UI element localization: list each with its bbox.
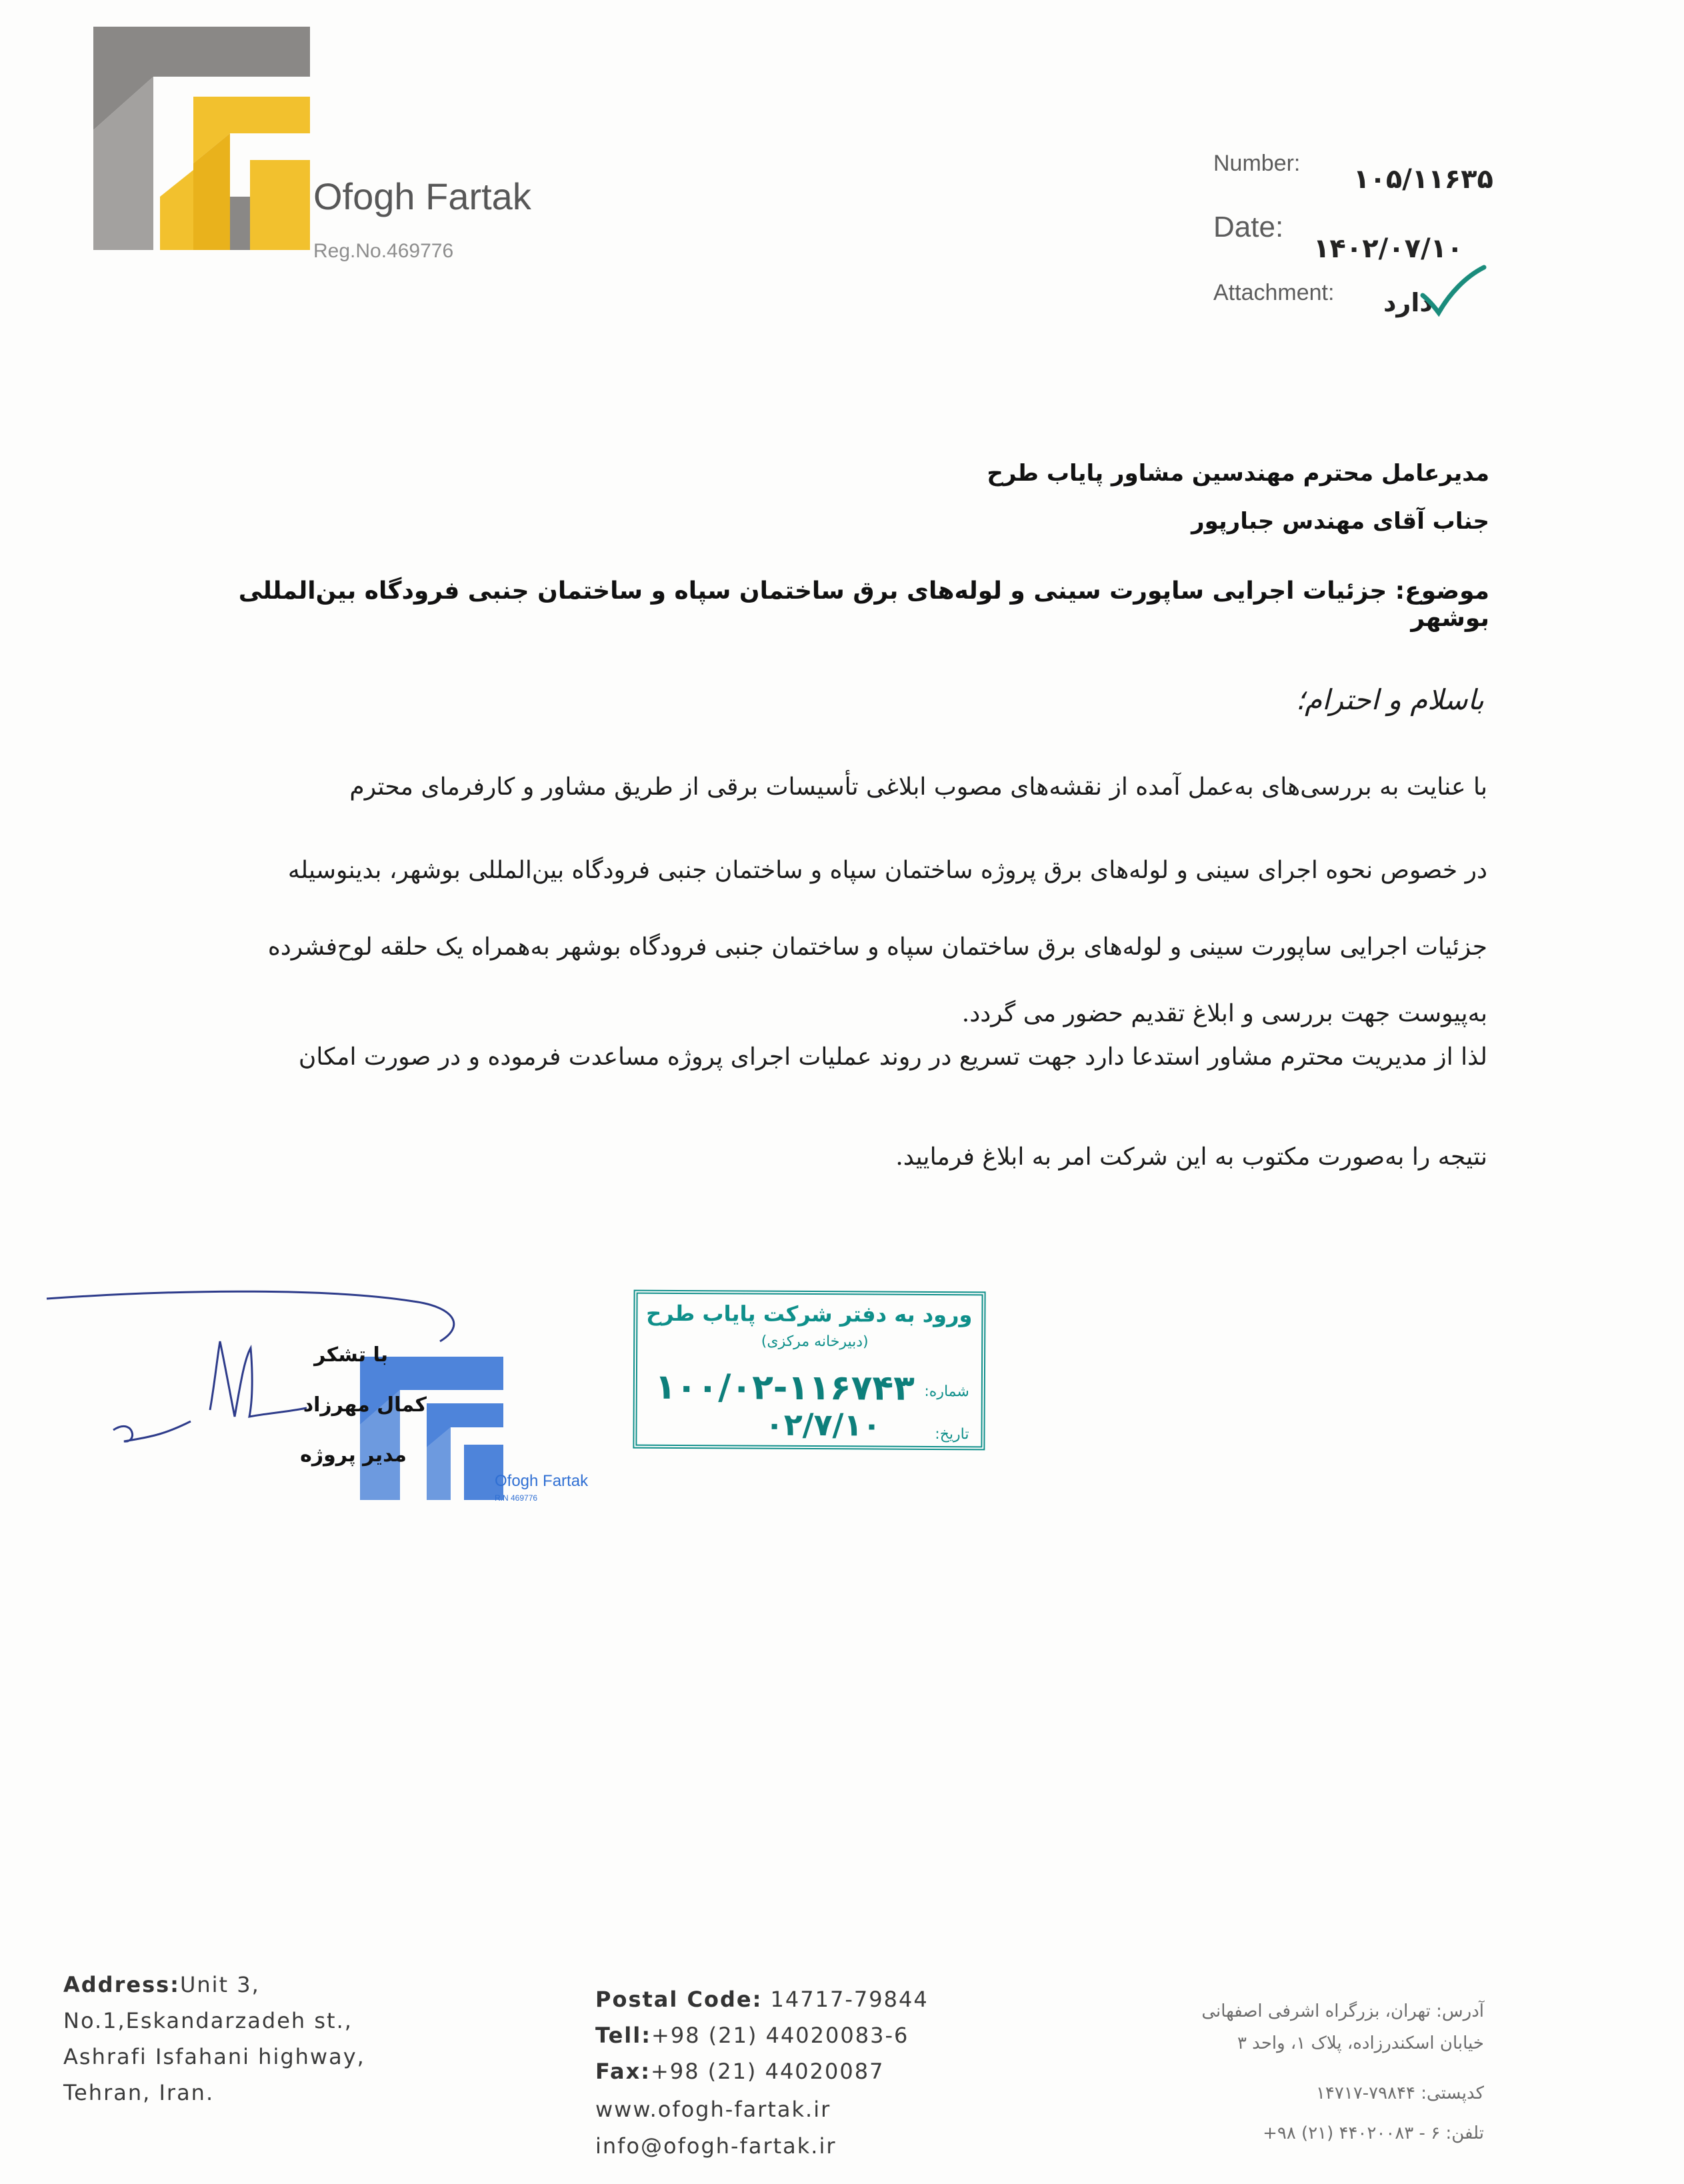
footer-fa-telephone: تلفن: ۶ - ۴۴۰۲۰۰۸۳ (۲۱) ۹۸+	[1263, 2123, 1484, 2143]
company-logo	[93, 27, 310, 250]
footer-address-unit: Unit 3,	[179, 1972, 260, 1997]
recipient-line: مدیرعامل محترم مهندسین مشاور پایاب طرح	[987, 460, 1489, 487]
footer-postal-code	[595, 1987, 929, 2012]
footer-website-link[interactable]: www.ofogh-fartak.ir	[595, 2097, 831, 2122]
letter-date: ۱۴۰۲/۰۷/۱۰	[1313, 233, 1463, 264]
company-stamp-logo	[360, 1357, 503, 1500]
receipt-stamp-title: ورود به دفتر شرکت پایاب طرح	[646, 1300, 973, 1328]
receipt-date: ۰۲/۷/۱۰	[765, 1406, 881, 1443]
attachment-label: Attachment:	[1213, 280, 1335, 305]
footer-telephone	[595, 2023, 909, 2048]
body-line-2: در خصوص نحوه اجرای سینی و لوله‌های برق پروژه ساختمان سپاه و ساختمان جنبی فرودگاه بین‌المللی بوشهر، بدینوسیله	[287, 857, 1487, 884]
receipt-stamp	[633, 1290, 985, 1451]
receipt-date-label: تاریخ:	[935, 1425, 969, 1443]
check-mark-icon	[1420, 263, 1487, 317]
footer-tel-value: +98 (21) 44020083-6	[651, 2023, 909, 2048]
footer-address-line-4: Tehran, Iran.	[63, 2080, 215, 2105]
stamp-registration: R.N 469776	[495, 1493, 538, 1503]
body-line-5: لذا از مدیریت محترم مشاور استدعا دارد جهت تسریع در روند عملیات اجرای پروژه مساعدت فرموده و در صورت امکان	[298, 1043, 1487, 1071]
footer-fax	[595, 2059, 884, 2084]
footer-fa-postal-code: کدپستی: ۷۹۸۴۴-۱۴۷۱۷	[1315, 2083, 1484, 2103]
footer-address-line-2: No.1,Eskandarzadeh st.,	[63, 2008, 353, 2033]
body-line-1: با عنایت به بررسی‌های به‌عمل آمده از نقشه‌های مصوب ابلاغی تأسیسات برقی از طریق مشاور و کارفرمای محترم	[349, 773, 1487, 801]
salutation: باسلام و احترام؛	[1295, 683, 1484, 716]
signatory-name: کمال مهرزاد	[303, 1393, 427, 1417]
footer-address-label: Address:	[63, 1972, 180, 1997]
body-line-6: نتیجه را به‌صورت مکتوب به این شرکت امر به ابلاغ فرمایید.	[895, 1143, 1487, 1171]
signatory-title: مدیر پروژه	[300, 1443, 407, 1467]
signature-thanks: با تشکر	[314, 1343, 388, 1367]
footer-email-link[interactable]: info@ofogh-fartak.ir	[595, 2133, 837, 2159]
registration-number: Reg.No.469776	[313, 240, 454, 262]
stamp-company-name: Ofogh Fartak	[495, 1472, 589, 1490]
receipt-number: ۱۰۰/۰۲-۱۱۶۷۴۳	[655, 1367, 915, 1409]
number-label: Number:	[1213, 151, 1301, 176]
footer-postal-value: 14717-79844	[770, 1987, 929, 2012]
attachment-value: دارد	[1383, 288, 1433, 317]
footer-fax-value: +98 (21) 44020087	[651, 2059, 885, 2084]
footer-address-line-3: Ashrafi Isfahani highway,	[63, 2044, 365, 2069]
company-name: Ofogh Fartak	[313, 175, 531, 217]
date-label: Date:	[1213, 211, 1284, 243]
footer-fax-label: Fax:	[595, 2059, 651, 2084]
body-line-4: به‌پیوست جهت بررسی و ابلاغ تقدیم حضور می گردد.	[961, 1000, 1487, 1027]
footer-tel-label: Tell:	[595, 2023, 652, 2048]
letter-number: ۱۰۵/۱۱۶۳۵	[1353, 164, 1493, 195]
receipt-stamp-subtitle: (دبیرخانه مرکزی)	[761, 1333, 869, 1351]
attention-line: جناب آقای مهندس جبارپور	[1191, 508, 1489, 535]
receipt-number-label: شماره:	[924, 1383, 969, 1401]
footer-address-line-1	[63, 1972, 260, 1997]
subject-line: موضوع: جزئیات اجرایی ساپورت سینی و لوله‌های برق ساختمان سپاه و ساختمان جنبی فرودگاه بین‌المللی بوشهر	[238, 577, 1489, 632]
body-line-3: جزئیات اجرایی ساپورت سینی و لوله‌های برق ساختمان سپاه و ساختمان جنبی فرودگاه بوشهر به‌همراه یک حلقه لوح‌فشرده	[267, 933, 1487, 961]
footer-fa-address-line-2: خیابان اسکندرزاده، پلاک ۱، واحد ۳	[1237, 2033, 1484, 2053]
footer-postal-label: Postal Code:	[595, 1987, 763, 2012]
footer-fa-address-line-1: آدرس: تهران، بزرگراه اشرفی اصفهانی	[1201, 2001, 1484, 2021]
